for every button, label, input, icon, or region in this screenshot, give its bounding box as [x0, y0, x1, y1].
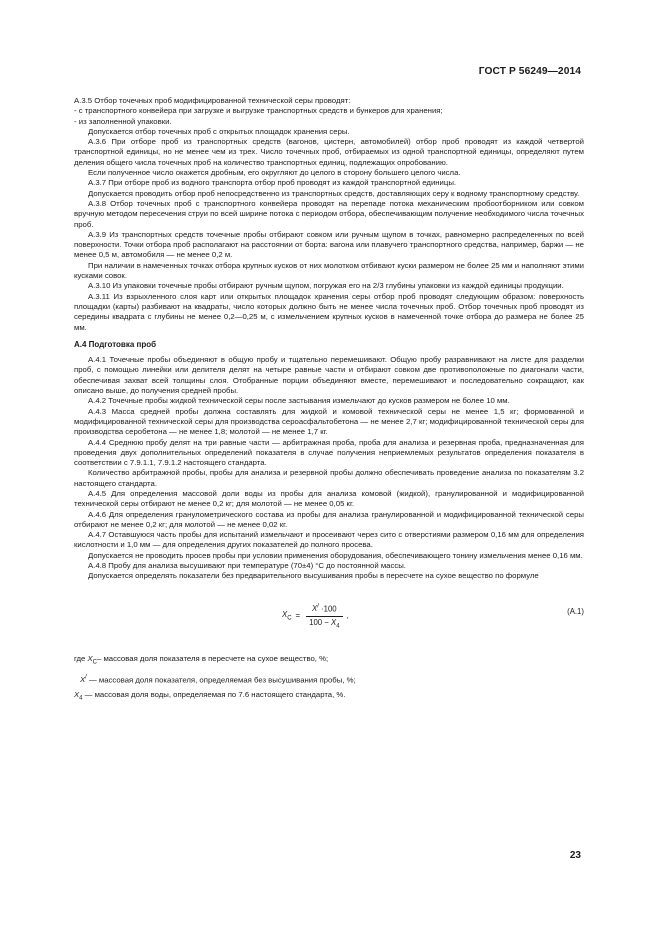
formula-lhs: $X_C$ — [282, 609, 292, 622]
paragraph-a4-6: А.4.6 Для определения гранулометрического состава из пробы для анализа гранулированной и модифицированной технической серы отбирают не менее 0,2 кг; для молотой — не менее 0,02 кг. — [74, 509, 584, 529]
paragraph-a4-1: А.4.1 Точечные пробы объединяют в общую пробу и тщательно перемешивают. Общую пробу разравнивают на листе для разделки проб, с помощью линейки или делителя делят на четыре равные части и отбирают совком две противоположные по диагонали части, обеспечивая захват всей толщины слоя. Отобранные порции объединяют вместе, перемешивают и последовательно сокращают, как описано выше, до получения средней пробы. — [74, 355, 584, 396]
definition-xc: где $X_C-$ массовая доля показателя в пересчете на сухое вещество, %; — [74, 653, 329, 666]
section-title-a4: А.4 Подготовка проб — [74, 339, 157, 349]
paragraph-a3-8: А.3.8 Отбор точечных проб с транспортного конвейера проводят на перепаде потока механическим пробоотборником или совком вручную методом пересечения струи по всей ширине потока с периодом отбора, обеспечивающим получение необходимого числа точечных проб. — [74, 198, 584, 229]
page-number: 23 — [569, 850, 581, 861]
definition-x-prime: X/ — массовая доля показателя, определяемая без высушивания пробы, %; — [80, 674, 356, 685]
paragraph-a3-5: А.3.5 Отбор точечных проб модифицированной технической серы проводят: — [74, 96, 351, 105]
paragraph-water-transport: Допускается проводить отбор проб непосредственно из транспортных средств, доставляющих серу к водному транспортному средству. — [88, 188, 580, 198]
formula-expression — [282, 602, 349, 632]
paragraph-formula-intro: Допускается определять показатели без предварительного высушивания пробы в пересчете на сухое вещество по формуле — [88, 571, 539, 581]
paragraph-sample-amount: Количество арбитражной пробы, пробы для анализа и резервной пробы должно обеспечивать проведение анализа по показателям 3.2 настоящего стандарта. — [74, 468, 584, 488]
paragraph-a4-5: А.4.5 Для определения массовой доли воды из пробы для анализа комовой (жидкой), гранулированной и модифицированной технической серы отбирают не менее 0,2 кг; для молотой — не менее 0,05 кг. — [74, 488, 584, 509]
document-header: ГОСТ Р 56249—2014 — [478, 66, 581, 77]
paragraph-rounding: Если полученное число окажется дробным, его округляют до целого в сторону большего целого числа. — [88, 168, 461, 178]
formula-fraction — [305, 602, 343, 632]
paragraph-a4-2: А.4.2 Точечные пробы жидкой технической серы после застывания измельчают до кусков размером не более 10 мм. — [88, 396, 510, 406]
paragraph-open-storage: Допускается отбор точечных проб с открытых площадок хранения серы. — [88, 126, 350, 136]
definition-x4: $X_4$ — массовая доля воды, определяемая по 7.6 настоящего стандарта, %. — [74, 690, 346, 702]
paragraph-a4-7: А.4.7 Оставшуюся часть пробы для испытаний измельчают и просеивают через сито с отверстиями размером 0,16 мм для определения кислотности и 1,0 мм — для определения других показателей до полного просева. — [74, 530, 584, 550]
paragraph-a3-9: А.3.9 Из транспортных средств точечные пробы отбирают совком или ручным щупом в точках, равномерно распределенных по всей поверхности. Точки отбора проб располагают на расстоянии от борта: вагона или плавучего транспортного средства, например, баржи — не менее 0,5 м, автомобиля — не менее 0,2 м. — [74, 229, 584, 260]
formula-denominator: $100 - X_4$ — [309, 617, 340, 630]
formula-number: (А.1) — [567, 606, 584, 616]
paragraph-a4-8: А.4.8 Пробу для анализа высушивают при температуре (70±4) °С до постоянной массы. — [88, 561, 406, 571]
paragraph-no-sieving: Допускается не проводить просев пробы при условии применения оборудования, обеспечивающего тонину измельчения менее 0,16 мм. — [88, 550, 583, 560]
formula-a1 — [74, 596, 584, 640]
paragraph-a3-7: А.3.7 При отборе проб из водного транспорта отбор проб проводят из каждой транспортной единицы. — [88, 178, 457, 188]
paragraph-large-pieces: При наличии в намеченных точках отбора крупных кусков от них молотком отбивают куски размером не более 25 мм и наполняют этими кусками совок. — [74, 260, 584, 281]
paragraph-a3-6: А.3.6 При отборе проб из транспортных средств (вагонов, цистерн, автомобилей) отбор проб проводят из каждой четвертой транспортной единицы, но не менее чем из трех. Число точечных проб, отбираемых из одной транспортной единицы, определяют путем деления общего числа точечных проб на количество транспортных единиц, подлежащих опробованию. — [74, 137, 584, 167]
paragraph-a3-11: А.3.11 Из взрыхленного слоя карт или открытых площадок хранения серы отбор проб проводят следующим образом: поверхность площадки (карты) разбивают на квадраты, число которых должно быть не менее числа точечных проб. Отбор точечных проб проводят из середины квадрата с глубины не менее 0,2—0,25 м, с измельчением крупных кусков в намеченной точке отбора до размера не более 25 мм. — [74, 291, 584, 332]
formula-equals: = — [295, 611, 301, 621]
list-item-conveyor: - с транспортного конвейера при загрузке и выгрузке транспортных средств и бункеров для хранения; — [74, 106, 443, 116]
paragraph-a4-4: А.4.4 Среднюю пробу делят на три равные части — арбитражная проба, проба для анализа и резервная проба, предназначенная для проведения двух дополнительных определений показателя в случае получения неприемлемых результатов определения показателя в соответствии с 7.9.1.1, 7.9.1.2 настоящего стандарта. — [74, 437, 584, 468]
paragraph-a4-3: А.4.3 Масса средней пробы должна составлять для жидкой и комовой технической серы не менее 1,5 кг; формованной и модифицированной технической серы для производства сероасфальтобетона — не менее 2,7 кг; модифицированной технической серы для производства серобетона — не менее 1,8; молотой — не менее 1,7 кг. — [74, 406, 584, 437]
formula-numerator: X/ ·100 — [306, 602, 343, 617]
formula-trail: , — [346, 611, 349, 621]
paragraph-a3-10: А.3.10 Из упаковки точечные пробы отбирают ручным щупом, погружая его на 2/3 глубины упаковки из каждой единицы продукции. — [88, 281, 564, 291]
document-body — [74, 96, 584, 709]
list-item-package: - из заполненной упаковки. — [74, 116, 172, 126]
